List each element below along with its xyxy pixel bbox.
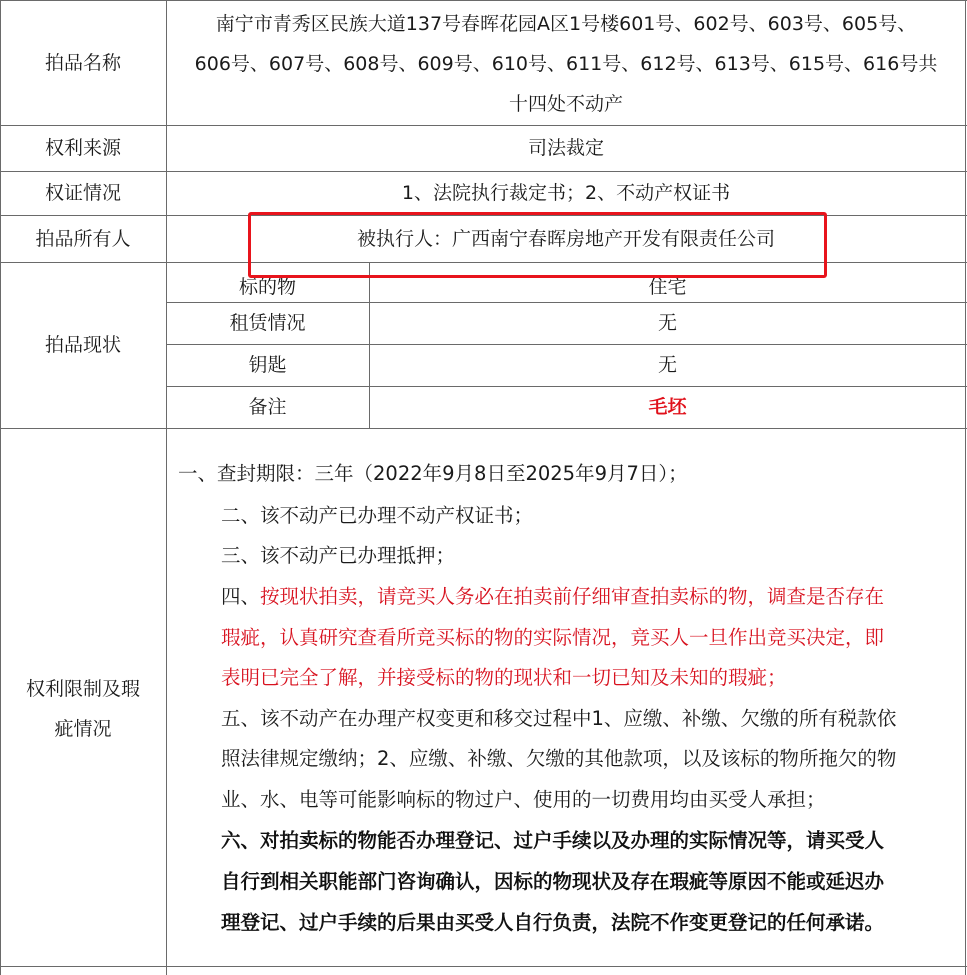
restriction-bold-line: 理登记、过户手续的后果由买受人自行负责，法院不作变更登记的任何承诺。	[221, 911, 885, 934]
status-item-value: 住宅	[648, 276, 687, 298]
restriction-bold-line: 自行到相关职能部门咨询确认，因标的物现状及存在瑕疵等原因不能或延迟办	[221, 870, 885, 893]
restriction-warning: 瑕疵，认真研究查看所竞买标的物的实际情况，竞买人一旦作出竞买决定，即	[221, 626, 885, 649]
rights-source-label: 权利来源	[44, 137, 121, 159]
item-name-line: 十四处不动产	[508, 93, 623, 115]
status-item-value: 无	[657, 354, 677, 376]
restriction-bold-line: 六、对拍卖标的物能否办理登记、过户手续以及办理的实际情况等，请买受人	[221, 829, 885, 852]
restriction-line: 业、水、电等可能影响标的物过户、使用的一切费用均由买受人承担；	[221, 788, 826, 811]
owner-value: 被执行人：广西南宁春晖房地产开发有限责任公司	[356, 227, 775, 250]
restriction-warning: 按现状拍卖，请竞买人务必在拍卖前仔细审查拍卖标的物，调查是否存在	[260, 585, 885, 608]
status-item-label: 备注	[248, 396, 287, 418]
restriction-line: 一、查封期限：三年（2022年9月8日至2025年9月7日）；	[178, 462, 688, 485]
item-name-value	[166, 2, 966, 126]
restriction-line: 三、该不动产已办理抵押；	[221, 544, 456, 567]
certificate-label: 权证情况	[44, 182, 121, 204]
status-item-value: 无	[657, 312, 677, 334]
red-annotation-box	[248, 212, 827, 278]
restriction-line: 五、该不动产在办理产权变更和移交过程中1、应缴、补缴、欠缴的所有税款依	[221, 707, 897, 730]
restriction-warning: 表明已完全了解，并接受标的物的现状和一切已知及未知的瑕疵；	[221, 666, 787, 689]
owner-label: 拍品所有人	[35, 227, 131, 250]
restrictions-label-line: 权利限制及瑕	[25, 678, 140, 700]
status-item-label: 钥匙	[248, 354, 287, 376]
certificate-value: 1、法院执行裁定书；2、不动产权证书	[401, 182, 731, 204]
status-item-label: 标的物	[238, 276, 296, 298]
restriction-line: 照法律规定缴纳；2、应缴、补缴、欠缴的其他款项，以及该标的物所拖欠的物	[221, 747, 897, 770]
item-name-label: 拍品名称	[44, 51, 121, 74]
status-item-label: 租赁情况	[229, 312, 306, 334]
item-name-line: 606号、607号、608号、609号、610号、611号、612号、613号、615号、616号共	[194, 53, 938, 75]
status-note-value: 毛坯	[648, 396, 687, 418]
restriction-prefix: 四、	[221, 585, 261, 608]
restrictions-label-line: 疵情况	[54, 718, 112, 740]
restrictions-label	[0, 428, 166, 966]
rights-source-value: 司法裁定	[527, 137, 604, 159]
restriction-line	[221, 577, 884, 617]
grid-line	[0, 966, 967, 967]
status-label: 拍品现状	[44, 334, 121, 356]
restriction-line: 二、该不动产已办理不动产权证书；	[221, 504, 534, 527]
item-name-line: 南宁市青秀区民族大道137号春晖花园A区1号楼601号、602号、603号、605号、	[215, 13, 917, 35]
